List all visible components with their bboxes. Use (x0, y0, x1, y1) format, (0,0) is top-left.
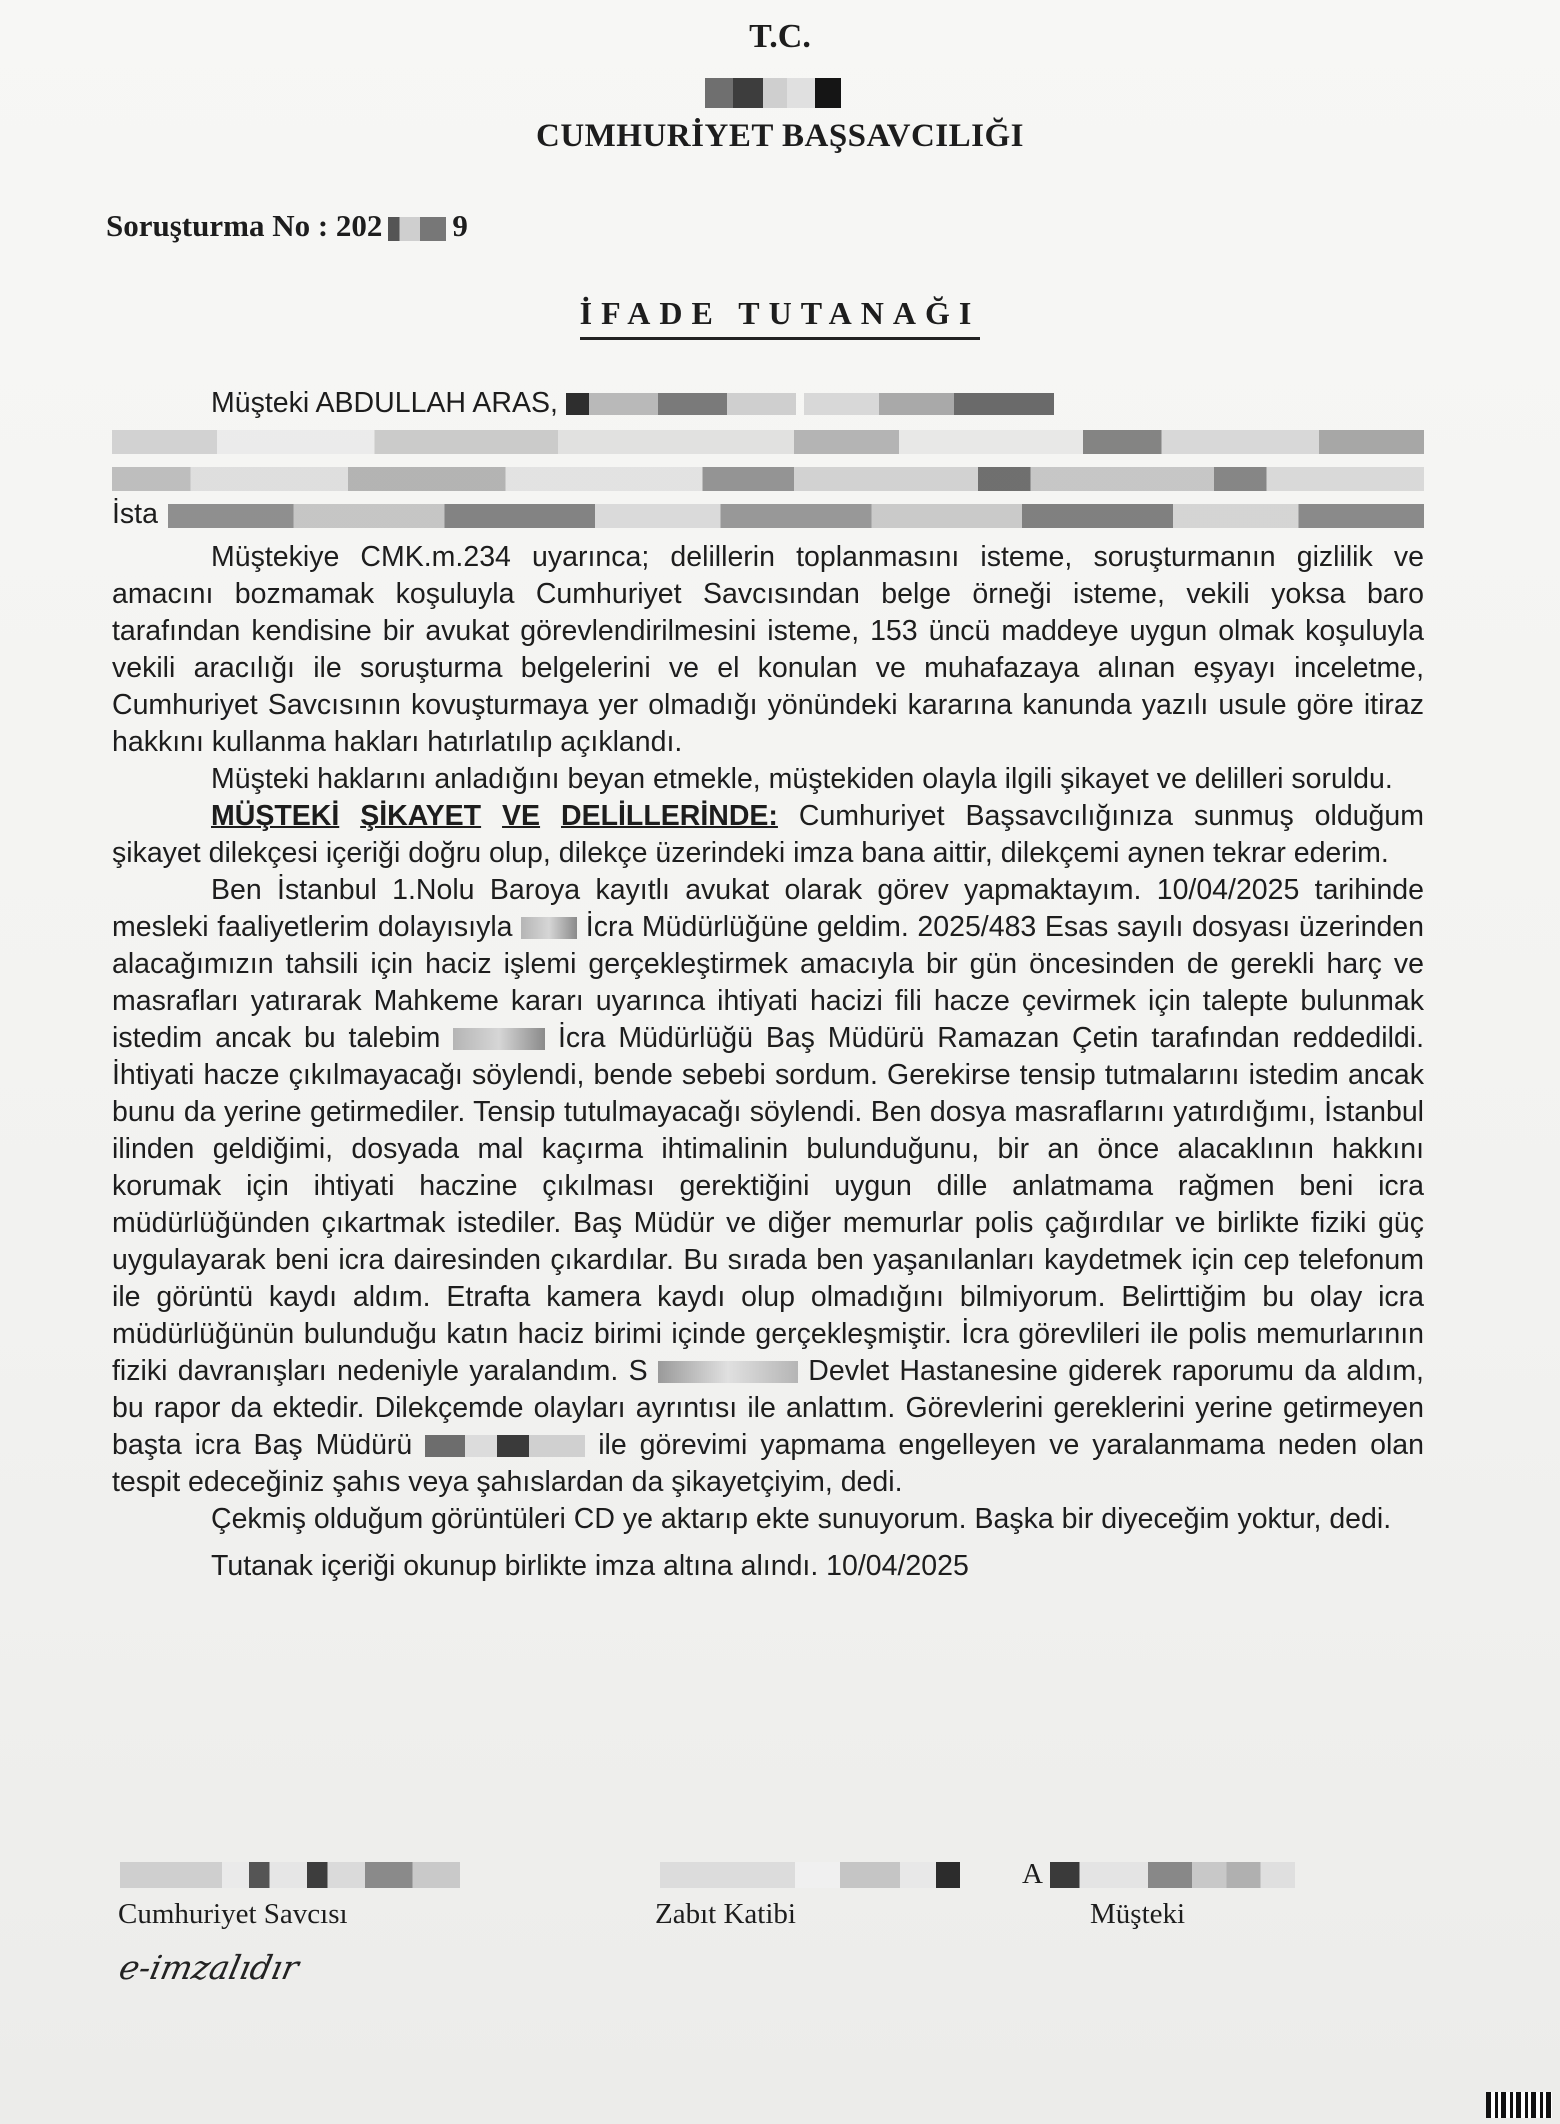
redaction-block (388, 217, 446, 241)
investigation-suffix: 9 (452, 208, 468, 243)
redacted-line (112, 422, 1424, 459)
para-rights: Müştekiye CMK.m.234 uyarınca; delillerin toplanmasını isteme, soruşturmanın gizlilik ve amacını bozmamak koşuluyla Cumhuriyet Savcısından belge örneği isteme, vekili yoksa baro tarafından kendisine bir avukat görevlendirilmesini isteme, 153 üncü maddeye uygun olmak koşuluyla vekili aracılığı ile soruşturma belgelerini ve el konulan ve muhafazaya alınan eşyayı inceletme, Cumhuriyet Savcısının kovuşturmaya yer olmadığı yönündeki kararına kanunda yazılı usule göre itiraz hakkını kullanma hakları hatırlatılıp açıklandı. (112, 541, 1424, 758)
complainant-label: Müşteki (1090, 1898, 1186, 1930)
main-part-3: İcra Müdürlüğü Baş Müdürü Ramazan Çetin tarafından reddedildi. İhtiyati hacze çıkılmayacağı söylendi, bende sebebi sordum. Gerekirse tensip tutmalarını istedim ancak bunu da yerine getirmediler. Tensip tutulmayacağı söylendi. Ben dosya masraflarını yatırdığımı, İstanbul ilinden geldiğimi, dosyada mal kaçırma ihtimalinin bulunduğunu, bir an önce alacaklının hakkını korumak için ihtiyati haczine çıkılması gerektiğini uygun dille anlatmama rağmen beni icra müdürlüğünden çıkartmak istediler. Baş Müdür ve diğer memurlar polis çağırdılar ve birlikte fiziki güç uygulayarak beni icra dairesinden çıkardılar. Bu sırada ben yaşanılanları kaydetmek için cep telefonum ile görüntü kaydı aldım. Etrafta kamera kaydı olup olmadığını bilmiyorum. Belirttiğim bu olay icra müdürlüğünün bulunduğu katın haciz birimi içinde gerçekleşmiştir. İcra görevlileri ile polis memurlarının fiziki davranışları nedeniyle yaralandım. S (112, 1022, 1425, 1387)
main-part-4: Devlet Hastanesine giderek raporumu da aldım, bu rapor da ektedir. Dilekçemde olayları ayrıntısı ile anlattım. Görevlerini gereklerini yerine getirmeyen başta icra Baş Müdürü (112, 1355, 1424, 1461)
complainant-signature-redacted (1050, 1862, 1295, 1888)
heading-word-2: ŞİKAYET (360, 800, 482, 832)
investigation-label: Soruşturma No : 202 (106, 208, 383, 243)
para-main (112, 872, 1424, 1501)
prosecutor-office-title: CUMHURİYET BAŞSAVCILIĞI (536, 118, 1024, 154)
redacted-city (705, 78, 841, 108)
document-body (112, 385, 1424, 1585)
main-part-5: ile görevimi yapmama engelleyen ve yaralanmama neden olan tespit edeceğiniz şahıs veya şahıslardan da şikayetçiyim, dedi. (112, 1429, 1425, 1498)
heading-word-3: VE (502, 800, 541, 832)
address-start: İsta (112, 498, 158, 530)
para-cd: Çekmiş olduğum görüntüleri CD ye aktarıp ekte sunuyorum. Başka bir diyeceğim yoktur, dedi. (211, 1503, 1392, 1535)
document-title (0, 295, 1560, 332)
main-part-2: İcra Müdürlüğüne geldim. 2025/483 Esas sayılı dosyası üzerinden alacağımızın tahsili için haciz işlemi gerçekleştirmek amacıyla bir gün öncesinden de gerekli harç ve masrafları yatırarak Mahkeme kararı uyarınca ihtiyati hacizi fili hacze çevirmek için talepte bulunmak istedim ancak bu talebim (112, 911, 1425, 1054)
heading-word-4: DELİLLERİNDE: (561, 800, 778, 832)
statement-text: Cumhuriyet Başsavcılığınıza sunmuş olduğum şikayet dilekçesi içeriği doğru olup, dilekçe üzerindeki imza bana aittir, dilekçemi aynen tekrar ederim. (112, 800, 1425, 869)
complainant-intro (112, 385, 1424, 422)
complainant-name: Müşteki ABDULLAH ARAS, (211, 387, 558, 419)
redacted-line (112, 496, 1424, 533)
prosecutor-label: Cumhuriyet Savcısı (118, 1898, 348, 1930)
barcode-icon (1486, 2092, 1552, 2118)
para-understood: Müşteki haklarını anladığını beyan etmekle, müştekiden olayla ilgili şikayet ve delilleri soruldu. (211, 763, 1393, 795)
clerk-signature-redacted (660, 1862, 960, 1888)
title-text: İFADE TUTANAĞI (580, 295, 981, 340)
e-signature-note: e-imzalıdır (115, 1948, 303, 1987)
para-statement (112, 798, 1424, 872)
heading-word-1: MÜŞTEKİ (211, 800, 340, 832)
clerk-label: Zabıt Katibi (655, 1898, 796, 1930)
main-part-1: Ben İstanbul 1.Nolu Baroya kayıtlı avukat olarak görev yapmaktayım. 10/04/2025 tarihinde mesleki faaliyetlerim dolayısıyla (112, 874, 1424, 943)
para-signed: Tutanak içeriği okunup birlikte imza altına alındı. 10/04/2025 (211, 1550, 969, 1582)
redacted-line (112, 459, 1424, 496)
header-tc: T.C. (749, 18, 811, 55)
complainant-initial: A (1022, 1858, 1043, 1890)
investigation-number (106, 208, 468, 244)
prosecutor-signature-redacted (120, 1862, 460, 1888)
